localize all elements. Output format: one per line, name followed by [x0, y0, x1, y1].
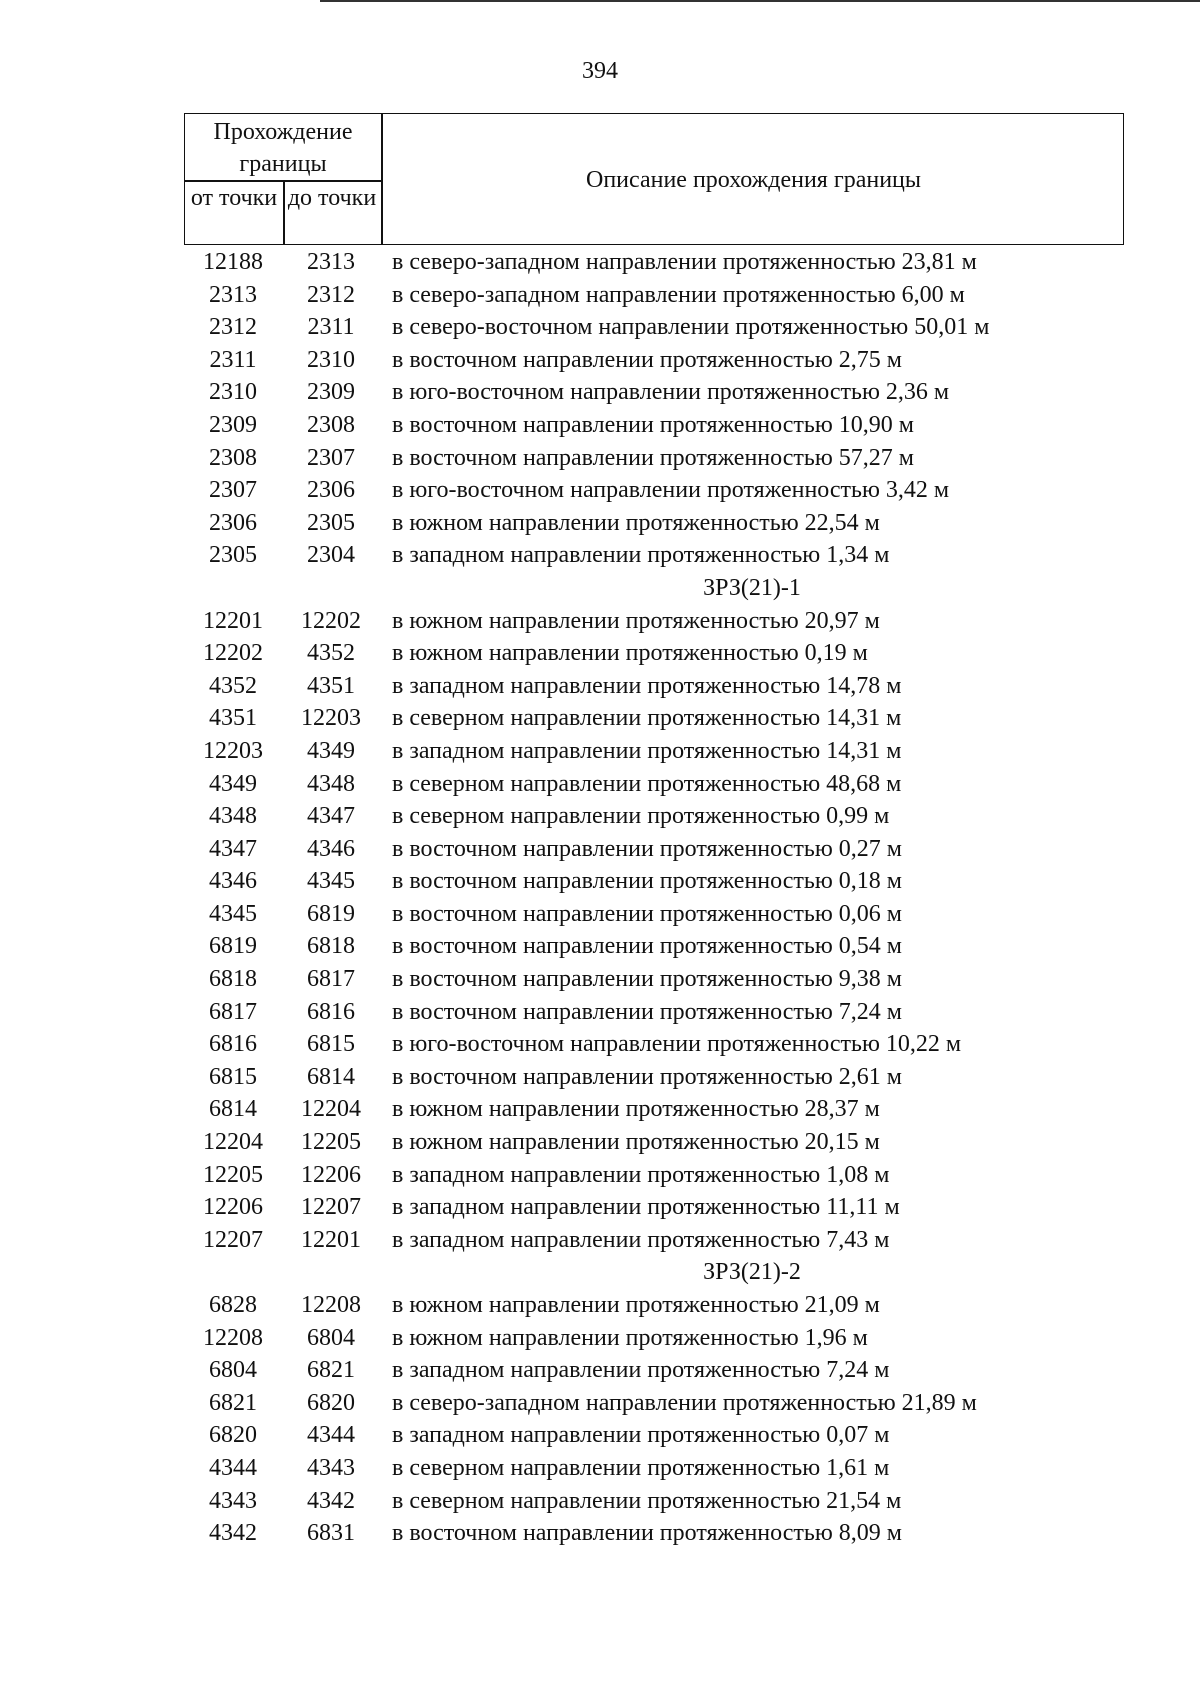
from-point: 6815 [209, 1063, 257, 1090]
table-header [184, 113, 1124, 245]
to-point: 6816 [307, 998, 355, 1025]
description: в юго-восточном направлении протяженностью 10,22 м [392, 1031, 962, 1058]
description: в северном направлении протяженностью 21,54 м [392, 1487, 902, 1514]
table-row [184, 1159, 1124, 1192]
description: в восточном направлении протяженностью 7,24 м [392, 998, 902, 1025]
to-point: 12201 [301, 1226, 361, 1253]
description: в северном направлении протяженностью 1,61 м [392, 1454, 890, 1481]
from-point: 4345 [209, 900, 257, 927]
to-point: 6815 [307, 1031, 355, 1058]
from-point: 4348 [209, 803, 257, 830]
from-point: 4349 [209, 770, 257, 797]
to-point: 4345 [307, 868, 355, 895]
from-point: 12202 [203, 640, 263, 667]
from-point: 4352 [209, 672, 257, 699]
description: в северо-восточном направлении протяженностью 50,01 м [392, 314, 990, 341]
table-row [184, 800, 1124, 833]
to-point: 12205 [301, 1129, 361, 1156]
description: в северо-западном направлении протяженностью 21,89 м [392, 1389, 977, 1416]
from-point: 12208 [203, 1324, 263, 1351]
to-point: 2309 [307, 379, 355, 406]
from-point: 12206 [203, 1194, 263, 1221]
table-row [184, 344, 1124, 377]
section-heading [184, 1256, 1124, 1289]
top-border-line [320, 0, 1200, 2]
description: в южном направлении протяженностью 20,15 м [392, 1129, 880, 1156]
to-point: 4347 [307, 803, 355, 830]
description: в восточном направлении протяженностью 8,09 м [392, 1520, 902, 1547]
to-point: 4349 [307, 737, 355, 764]
from-point: 4344 [209, 1454, 257, 1481]
description: в западном направлении протяженностью 0,07 м [392, 1422, 890, 1449]
from-point: 6828 [209, 1292, 257, 1318]
description: в западном направлении протяженностью 11,11 м [392, 1194, 900, 1221]
to-point: 6804 [307, 1324, 355, 1351]
header-to-label: до точки [287, 185, 377, 211]
to-point: 4348 [307, 770, 355, 797]
from-point: 6814 [209, 1096, 257, 1123]
table-row [184, 996, 1124, 1029]
to-point: 12208 [301, 1292, 361, 1318]
from-point: 2310 [209, 379, 257, 406]
header-desc-label: Описание прохождения границы [585, 167, 921, 193]
table-row [184, 1419, 1124, 1452]
from-point: 12207 [203, 1226, 263, 1253]
description: в восточном направлении протяженностью 0,54 м [392, 933, 902, 960]
from-point: 4346 [209, 868, 257, 895]
description: в восточном направлении протяженностью 0,27 м [392, 835, 902, 862]
description: в южном направлении протяженностью 21,09 м [392, 1292, 880, 1318]
description: в западном направлении протяженностью 14,78 м [392, 672, 902, 699]
table-row [184, 474, 1124, 507]
table-row [184, 1452, 1124, 1485]
table-row [184, 539, 1124, 572]
description: в восточном направлении протяженностью 2,61 м [392, 1063, 902, 1090]
from-point: 12188 [203, 249, 263, 275]
from-point: 2307 [209, 477, 257, 504]
to-point: 4346 [307, 835, 355, 862]
description: в западном направлении протяженностью 14,31 м [392, 737, 902, 764]
section-heading [184, 572, 1124, 605]
table-row [184, 376, 1124, 409]
to-point: 12207 [301, 1194, 361, 1221]
description: в восточном направлении протяженностью 10,90 м [392, 411, 914, 438]
to-point: 2306 [307, 477, 355, 504]
table-row [184, 279, 1124, 312]
from-point: 4342 [209, 1520, 257, 1547]
from-point: 6820 [209, 1422, 257, 1449]
from-point: 12205 [203, 1161, 263, 1188]
table-row [184, 311, 1124, 344]
table-row [184, 963, 1124, 996]
to-point: 2312 [307, 281, 355, 308]
description: в юго-восточном направлении протяженностью 2,36 м [392, 379, 950, 406]
from-point: 2313 [209, 281, 257, 308]
table-row [184, 833, 1124, 866]
description: в западном направлении протяженностью 1,34 м [392, 542, 890, 569]
section-title: ЗРЗ(21)-1 [703, 574, 801, 601]
description: в восточном направлении протяженностью 57,27 м [392, 444, 914, 471]
table-row [184, 1093, 1124, 1126]
to-point: 2305 [307, 509, 355, 536]
description: в юго-восточном направлении протяженностью 3,42 м [392, 477, 950, 504]
table-row [184, 1289, 1124, 1322]
table-row [184, 670, 1124, 703]
from-point: 12201 [203, 607, 263, 634]
from-point: 6819 [209, 933, 257, 960]
from-point: 6816 [209, 1031, 257, 1058]
table-row [184, 507, 1124, 540]
to-point: 2308 [307, 411, 355, 438]
from-point: 4347 [209, 835, 257, 862]
table-row [184, 1485, 1124, 1518]
description: в южном направлении протяженностью 20,97 м [392, 607, 880, 634]
description: в восточном направлении протяженностью 2,75 м [392, 346, 902, 373]
table-body [184, 246, 1124, 1550]
to-point: 6820 [307, 1389, 355, 1416]
description: в южном направлении протяженностью 22,54 м [392, 509, 880, 536]
description: в северном направлении протяженностью 14,31 м [392, 705, 902, 732]
from-point: 2305 [209, 542, 257, 569]
table-row [184, 409, 1124, 442]
table-row [184, 865, 1124, 898]
description: в западном направлении протяженностью 7,24 м [392, 1357, 890, 1384]
table-row [184, 1126, 1124, 1159]
from-point: 4351 [209, 705, 257, 732]
to-point: 4344 [307, 1422, 355, 1449]
to-point: 6814 [307, 1063, 355, 1090]
description: в северо-западном направлении протяженностью 23,81 м [392, 249, 977, 275]
description: в северном направлении протяженностью 48,68 м [392, 770, 902, 797]
from-point: 2311 [209, 346, 257, 373]
to-point: 6819 [307, 900, 355, 927]
description: в восточном направлении протяженностью 0,18 м [392, 868, 902, 895]
table-row [184, 930, 1124, 963]
table-row [184, 1224, 1124, 1257]
header-group-label: Прохождение границы [213, 119, 353, 177]
to-point: 6817 [307, 966, 355, 993]
to-point: 12203 [301, 705, 361, 732]
table-row [184, 637, 1124, 670]
to-point: 2313 [307, 249, 355, 275]
to-point: 2307 [307, 444, 355, 471]
from-point: 2309 [209, 411, 257, 438]
table-row [184, 605, 1124, 638]
to-point: 12202 [301, 607, 361, 634]
to-point: 2304 [307, 542, 355, 569]
header-from-label: от точки [190, 185, 278, 211]
table-row [184, 702, 1124, 735]
to-point: 2311 [307, 314, 355, 341]
to-point: 6821 [307, 1357, 355, 1384]
from-point: 12204 [203, 1129, 263, 1156]
description: в южном направлении протяженностью 1,96 м [392, 1324, 868, 1351]
table-row [184, 1517, 1124, 1550]
description: в западном направлении протяженностью 7,43 м [392, 1226, 890, 1253]
from-point: 6818 [209, 966, 257, 993]
to-point: 6831 [307, 1520, 355, 1547]
table-row [184, 246, 1124, 279]
description: в восточном направлении протяженностью 9,38 м [392, 966, 902, 993]
to-point: 4351 [307, 672, 355, 699]
description: в северном направлении протяженностью 0,99 м [392, 803, 890, 830]
table-row [184, 1061, 1124, 1094]
page-number: 394 [582, 58, 618, 84]
from-point: 2306 [209, 509, 257, 536]
table-row [184, 898, 1124, 931]
from-point: 2312 [209, 314, 257, 341]
table-row [184, 1191, 1124, 1224]
from-point: 6817 [209, 998, 257, 1025]
table-row [184, 1028, 1124, 1061]
description: в южном направлении протяженностью 0,19 м [392, 640, 868, 667]
to-point: 12204 [301, 1096, 361, 1123]
description: в северо-западном направлении протяженностью 6,00 м [392, 281, 965, 308]
from-point: 12203 [203, 737, 263, 764]
table-row [184, 735, 1124, 768]
to-point: 6818 [307, 933, 355, 960]
table-row [184, 1387, 1124, 1420]
to-point: 4343 [307, 1454, 355, 1481]
from-point: 6821 [209, 1389, 257, 1416]
to-point: 4352 [307, 640, 355, 667]
table-row [184, 768, 1124, 801]
table-row [184, 1354, 1124, 1387]
table-row [184, 442, 1124, 475]
section-title: ЗРЗ(21)-2 [703, 1259, 801, 1286]
from-point: 2308 [209, 444, 257, 471]
to-point: 2310 [307, 346, 355, 373]
description: в южном направлении протяженностью 28,37 м [392, 1096, 880, 1123]
table-row [184, 1322, 1124, 1355]
description: в западном направлении протяженностью 1,08 м [392, 1161, 890, 1188]
from-point: 4343 [209, 1487, 257, 1514]
description: в восточном направлении протяженностью 0,06 м [392, 900, 902, 927]
from-point: 6804 [209, 1357, 257, 1384]
to-point: 4342 [307, 1487, 355, 1514]
to-point: 12206 [301, 1161, 361, 1188]
